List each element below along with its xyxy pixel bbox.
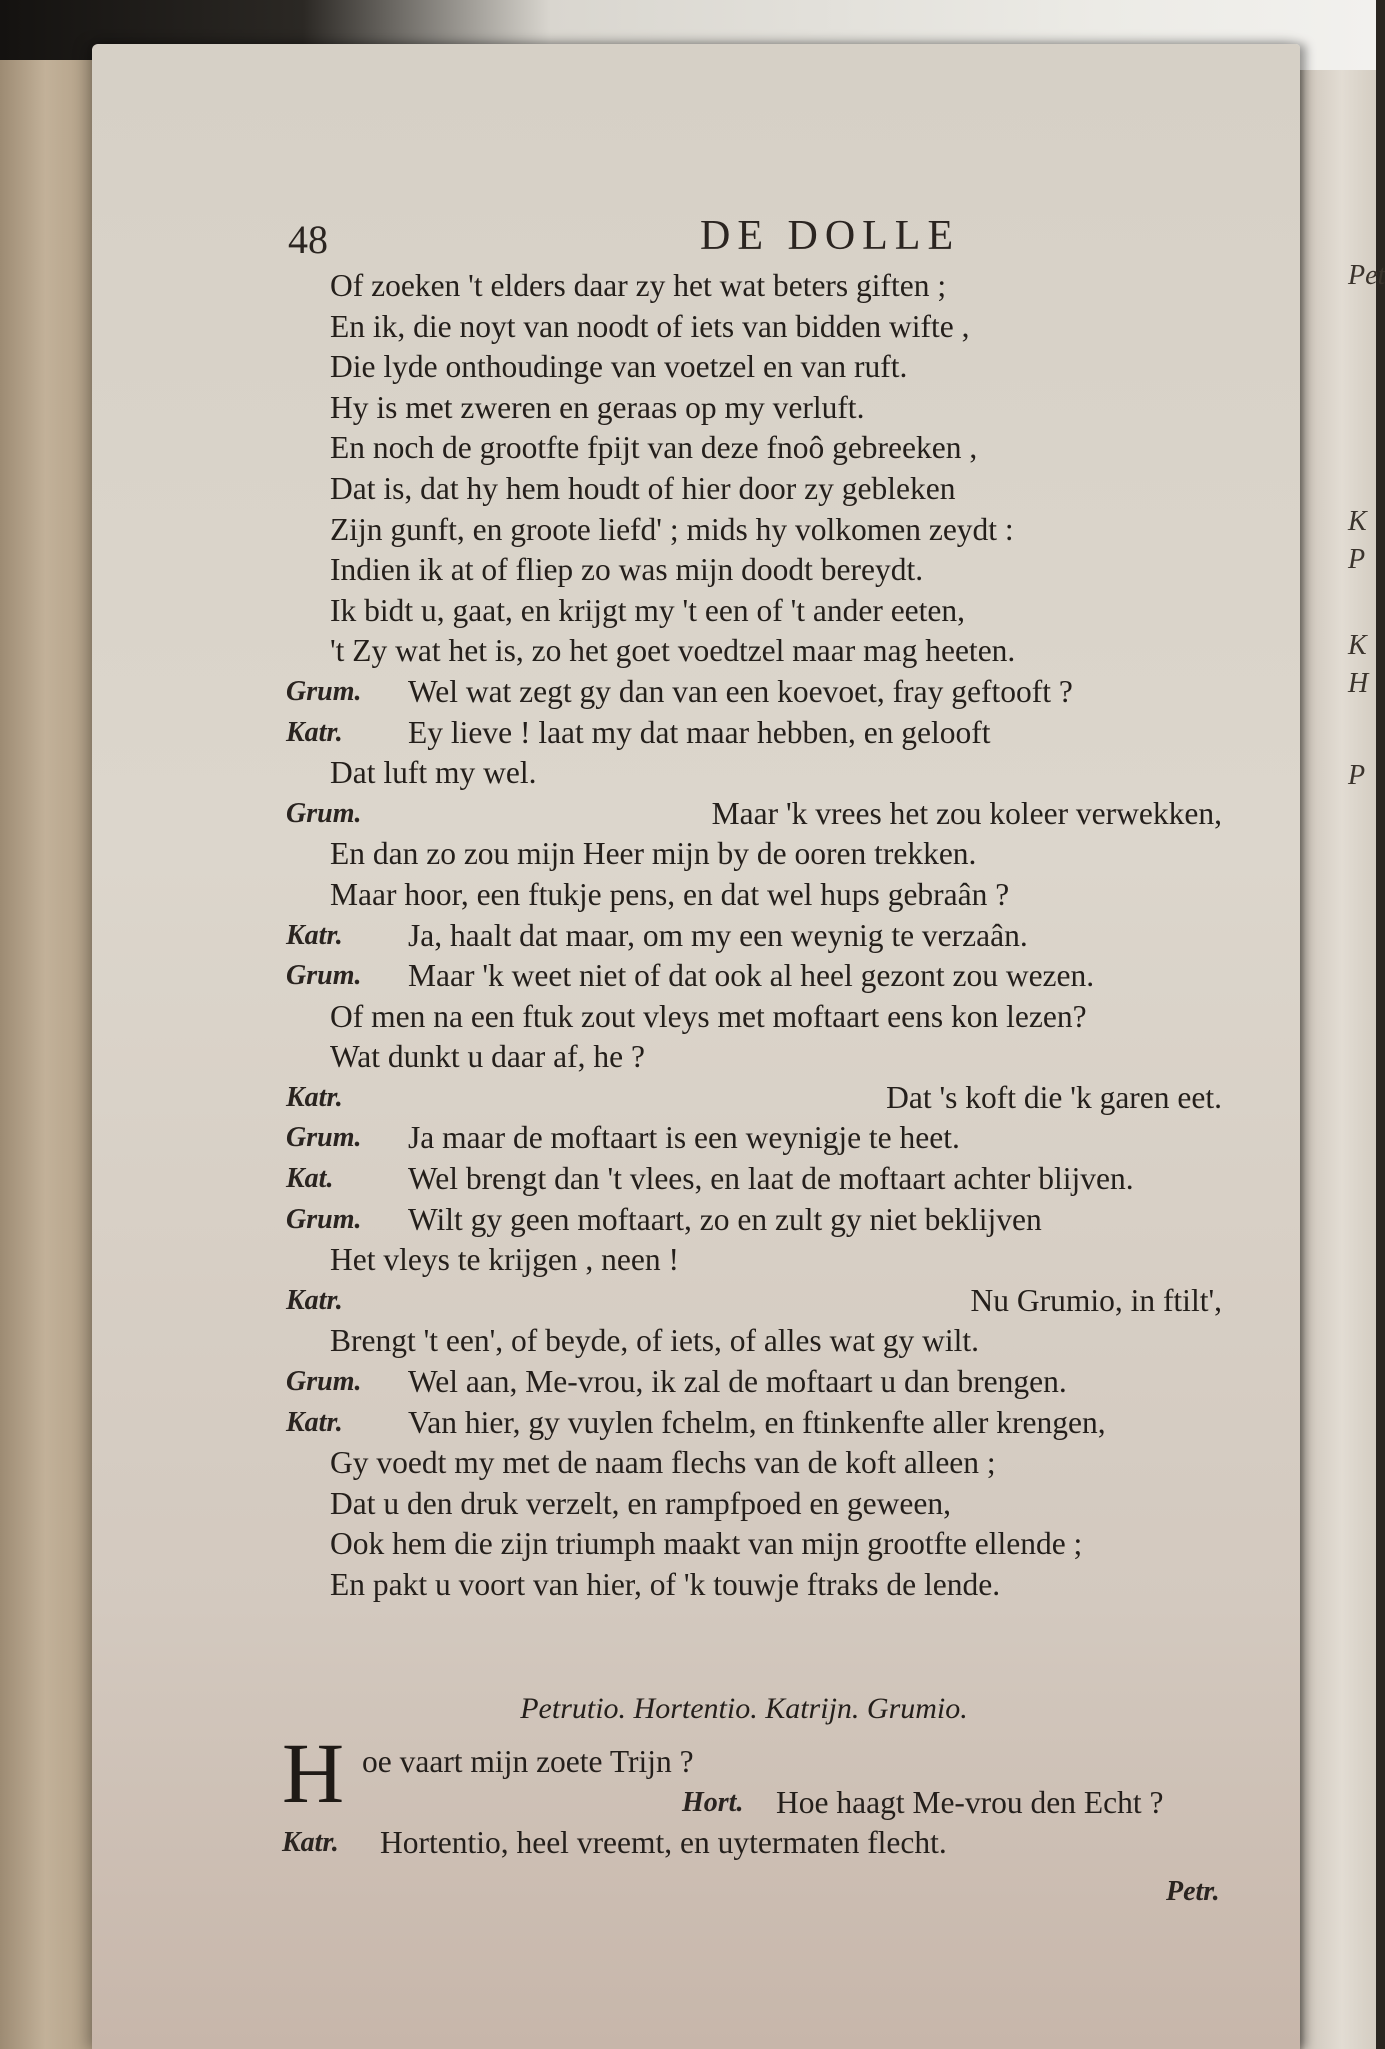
verse-line (92, 1823, 1300, 1864)
verse-line (92, 997, 1300, 1038)
facing-fragment: P (1348, 760, 1366, 791)
line-text: Gy voedt my met de naam flechs van de koft alleen ; (330, 1445, 996, 1481)
drop-capital: H (282, 1725, 345, 1821)
verse-line (92, 794, 1300, 835)
line-text: Ja maar de moftaart is een weynigje te heet. (408, 1120, 960, 1156)
speaker-label: Grum. (286, 1203, 362, 1235)
verse-line (92, 631, 1300, 672)
line-text: Of men na een ftuk zout vleys met moftaart eens kon lezen? (330, 998, 1087, 1034)
verse-line (92, 266, 1300, 307)
line-text: En noch de grootfte fpijt van deze fnoô gebreeken , (330, 430, 978, 466)
line-text: Hortentio, heel vreemt, en uytermaten flecht. (380, 1825, 947, 1861)
running-head: DE DOLLE (700, 213, 961, 259)
line-text: Ja, haalt dat maar, om my een weynig te verzaân. (408, 917, 1028, 953)
facing-fragment: K (1348, 630, 1367, 661)
verse-line (92, 591, 1300, 632)
line-text: 't Zy wat het is, zo het goet voedtzel maar mag heeten. (330, 633, 1016, 669)
verse-line (92, 672, 1300, 713)
line-text: Maar hoor, een ftukje pens, en dat wel hups gebraân ? (330, 876, 1010, 912)
speaker-label: Grum. (286, 1366, 362, 1398)
verse-line (92, 956, 1300, 997)
line-text: En ik, die noyt van noodt of iets van bidden wifte , (330, 308, 970, 344)
verse-line (92, 1742, 1300, 1783)
line-text: Wel aan, Me-vrou, ik zal de moftaart u dan brengen. (408, 1364, 1067, 1400)
verse-line (92, 1362, 1300, 1403)
speaker-label: Hort. (682, 1786, 744, 1818)
verse-line (92, 916, 1300, 957)
line-text: Dat luft my wel. (330, 755, 537, 791)
line-text: Dat is, dat hy hem houdt of hier door zy gebleken (330, 470, 956, 506)
verse-line (92, 1783, 1300, 1824)
speaker-label: Grum. (286, 797, 362, 829)
verse-line (92, 1159, 1300, 1200)
line-text: Hoe haagt Me-vrou den Echt ? (776, 1784, 1164, 1820)
verse-line (92, 510, 1300, 551)
verse-line (92, 1240, 1300, 1281)
facing-fragment: H (1348, 668, 1369, 699)
line-text: Wel brengt dan 't vlees, en laat de moftaart achter blijven. (408, 1161, 1134, 1197)
speaker-label: Katr. (286, 919, 343, 951)
verse-line (92, 753, 1300, 794)
line-text: Het vleys te krijgen , neen ! (330, 1242, 680, 1278)
line-text: Van hier, gy vuylen fchelm, en ftinkenfte aller krengen, (408, 1404, 1106, 1440)
verse-line (92, 469, 1300, 510)
speaker-label: Katr. (286, 716, 343, 748)
verse-line (92, 713, 1300, 754)
speaker-label: Kat. (286, 1163, 334, 1195)
speaker-label: Grum. (286, 675, 362, 707)
verse-line (92, 875, 1300, 916)
verse-line (92, 834, 1300, 875)
line-text: oe vaart mijn zoete Trijn ? (362, 1744, 694, 1779)
line-text: Ook hem die zijn triumph maakt van mijn grootfte ellende ; (330, 1526, 1083, 1562)
verse-line (92, 1524, 1300, 1565)
verse-line (92, 1321, 1300, 1362)
speaker-label: Katr. (286, 1406, 343, 1438)
stage-direction: Petrutio. Hortentio. Katrijn. Grumio. (520, 1692, 968, 1725)
speaker-label: Katr. (286, 1284, 343, 1316)
line-text: Brengt 't een', of beyde, of iets, of alles wat gy wilt. (330, 1323, 980, 1359)
line-text: Wat dunkt u daar af, he ? (330, 1039, 645, 1075)
line-text: Hy is met zweren en geraas op my verluft. (330, 389, 865, 425)
verse-line (92, 388, 1300, 429)
verse-line (92, 307, 1300, 348)
line-text: Dat 's koft die 'k garen eet. (886, 1079, 1222, 1115)
facing-page (1290, 70, 1385, 2049)
verse-line (92, 550, 1300, 591)
verse-line (92, 1443, 1300, 1484)
line-text: En pakt u voort van hier, of 'k touwje ftraks de lende. (330, 1567, 1001, 1602)
line-text: Nu Grumio, in ftilt', (970, 1282, 1222, 1318)
book-page (92, 44, 1300, 2049)
verse-line (92, 1078, 1300, 1119)
verse-line (92, 347, 1300, 388)
facing-fragment: Pet (1348, 260, 1385, 291)
page-number: 48 (288, 217, 328, 262)
verse-line (92, 1118, 1300, 1159)
speaker-label: Grum. (286, 1122, 362, 1154)
facing-fragment: K (1348, 506, 1367, 537)
verse-line (92, 1200, 1300, 1241)
line-text: Ik bidt u, gaat, en krijgt my 't een of 't ander eeten, (330, 592, 966, 628)
line-text: Maar 'k weet niet of dat ook al heel gezont zou wezen. (408, 958, 1095, 994)
line-text: En dan zo zou mijn Heer mijn by de ooren trekken. (330, 836, 977, 872)
catchword: Petr. (1166, 1876, 1220, 1907)
line-text: Wel wat zegt gy dan van een koevoet, fray geftooft ? (408, 673, 1073, 709)
line-text: Wilt gy geen moftaart, zo en zult gy niet beklijven (408, 1201, 1042, 1237)
line-text: Maar 'k vrees het zou koleer verwekken, (711, 795, 1222, 831)
line-text: Dat u den druk verzelt, en rampfpoed en geween, (330, 1485, 951, 1521)
speaker-label: Katr. (282, 1827, 339, 1859)
verse-line (92, 1484, 1300, 1525)
verse-line (92, 1037, 1300, 1078)
verse-line (92, 1565, 1300, 1606)
facing-fragment: P (1348, 544, 1366, 575)
line-text: Die lyde onthoudinge van voetzel en van ruft. (330, 349, 908, 385)
verse-line (92, 1403, 1300, 1444)
line-text: Indien ik at of fliep zo was mijn doodt bereydt. (330, 552, 924, 588)
verse-line (92, 1281, 1300, 1322)
verse-line (92, 428, 1300, 469)
line-text: Ey lieve ! laat my dat maar hebben, en gelooft (408, 714, 991, 750)
scene-opening (92, 1742, 1300, 1864)
line-text: Zijn gunft, en groote liefd' ; mids hy volkomen zeydt : (330, 511, 1014, 547)
line-text: Of zoeken 't elders daar zy het wat beters giften ; (330, 268, 947, 303)
speaker-label: Katr. (286, 1081, 343, 1113)
verse-block (92, 266, 1300, 1606)
speaker-label: Grum. (286, 960, 362, 992)
